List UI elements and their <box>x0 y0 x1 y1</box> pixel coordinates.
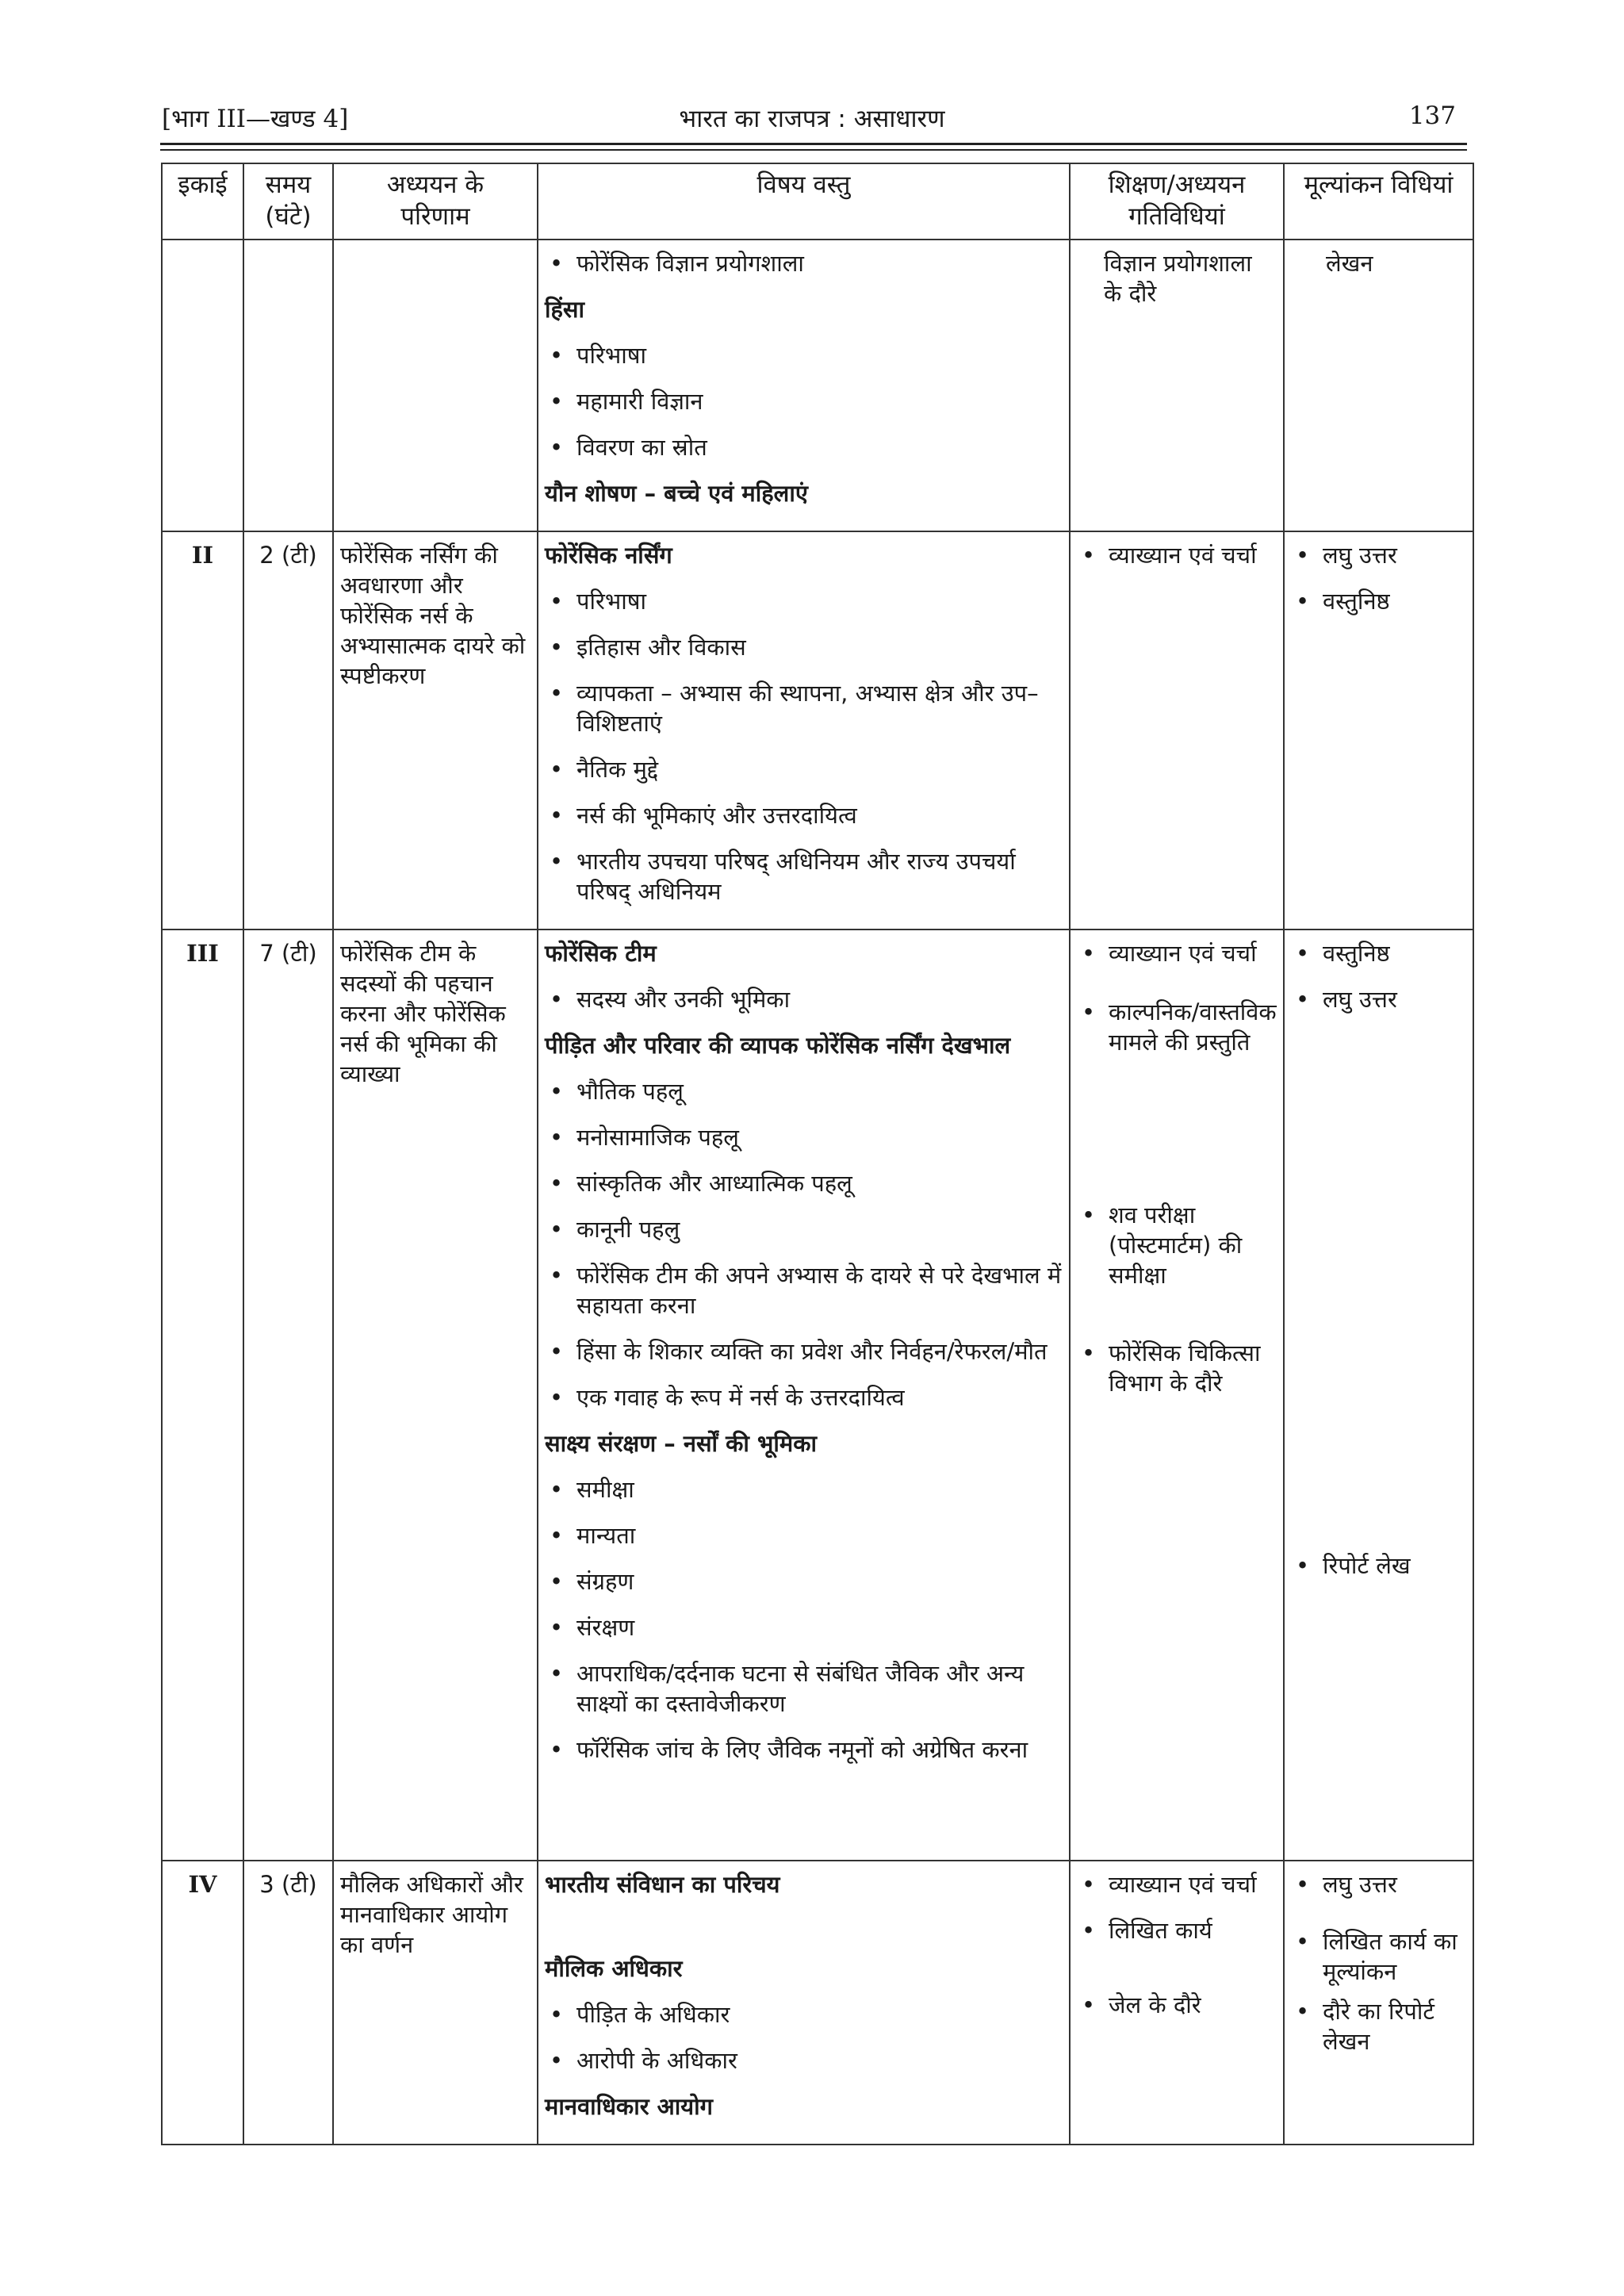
time-cell <box>243 240 333 531</box>
list-item: • मनोसामाजिक पहलू <box>545 1122 1063 1152</box>
activities-cell <box>1070 531 1284 930</box>
activity-item: • व्याख्यान एवं चर्चा <box>1077 1869 1277 1899</box>
col-header-content: विषय वस्तु <box>538 163 1070 240</box>
unit-cell: III <box>162 930 243 1861</box>
outcome-cell: मौलिक अधिकारों और मानवाधिकार आयोग का वर्णन <box>333 1861 538 2145</box>
content-heading: हिंसा <box>545 296 585 323</box>
page-header <box>0 102 1624 141</box>
activities-cell <box>1070 240 1284 531</box>
time-cell: 7 (टी) <box>243 930 333 1861</box>
content-cell <box>538 531 1070 930</box>
content-heading: पीड़ित और परिवार की व्यापक फोरेंसिक नर्सिंग देखभाल <box>545 1032 1011 1059</box>
content-heading: साक्ष्य संरक्षण – नर्सों की भूमिका <box>545 1430 818 1457</box>
table-row <box>162 240 1473 531</box>
list-item: • भारतीय उपचया परिषद् अधिनियम और राज्य उपचर्या परिषद् अधिनियम <box>545 846 1063 907</box>
col-header-unit: इकाई <box>162 163 243 240</box>
evaluation-cell <box>1284 531 1473 930</box>
col-header-activities: शिक्षण/अध्ययन गतिविधियां <box>1070 163 1284 240</box>
time-cell: 2 (टी) <box>243 531 333 930</box>
col-header-time: समय (घंटे) <box>243 163 333 240</box>
list-item: • एक गवाह के रूप में नर्स के उत्तरदायित्व <box>545 1382 1063 1412</box>
evaluation-cell <box>1284 1861 1473 2145</box>
list-item: • परिभाषा <box>545 586 1063 616</box>
evaluation-item: • लिखित कार्य का मूल्यांकन <box>1291 1926 1466 1987</box>
list-item: • व्यापकता – अभ्यास की स्थापना, अभ्यास क्षेत्र और उप–विशिष्टताएं <box>545 678 1063 738</box>
col-header-outcome: अध्ययन के परिणाम <box>333 163 538 240</box>
part-section-label: [भाग III—खण्ड 4] <box>162 105 349 133</box>
table-row <box>162 1861 1473 2145</box>
header-rule-thin <box>160 149 1467 151</box>
activity-item: • व्याख्यान एवं चर्चा <box>1077 540 1277 570</box>
list-item: • सदस्य और उनकी भूमिका <box>545 984 1063 1014</box>
list-item: • सांस्कृतिक और आध्यात्मिक पहलू <box>545 1168 1063 1198</box>
content-cell <box>538 930 1070 1861</box>
activity-item: • काल्पनिक/वास्तविक मामले की प्रस्तुति <box>1077 997 1277 1057</box>
syllabus-table <box>161 163 1474 2145</box>
activity-item: • शव परीक्षा (पोस्टमार्टम) की समीक्षा <box>1077 1200 1277 1290</box>
unit-cell <box>162 240 243 531</box>
evaluation-text: लेखन <box>1326 250 1373 277</box>
evaluation-item: • लघु उत्तर <box>1291 1869 1466 1899</box>
outcome-cell: फोरेंसिक टीम के सदस्यों की पहचान करना और फोरेंसिक नर्स की भूमिका की व्याख्या <box>333 930 538 1861</box>
activities-cell <box>1070 1861 1284 2145</box>
list-item: • हिंसा के शिकार व्यक्ति का प्रवेश और निर्वहन/रेफरल/मौत <box>545 1336 1063 1366</box>
activity-item: • लिखित कार्य <box>1077 1915 1277 1945</box>
list-item: • आरोपी के अधिकार <box>545 2045 1063 2076</box>
unit-cell: IV <box>162 1861 243 2145</box>
list-item: • विवरण का स्रोत <box>545 432 1063 462</box>
activities-cell <box>1070 930 1284 1861</box>
list-item: • फोरेंसिक टीम की अपने अभ्यास के दायरे से परे देखभाल में सहायता करना <box>545 1260 1063 1320</box>
outcome-cell: फोरेंसिक नर्सिंग की अवधारणा और फोरेंसिक नर्स के अभ्यासात्मक दायरे को स्पष्टीकरण <box>333 531 538 930</box>
content-heading: भारतीय संविधान का परिचय <box>545 1871 780 1898</box>
evaluation-item: • दौरे का रिपोर्ट लेखन <box>1291 1996 1466 2056</box>
list-item: • पीड़ित के अधिकार <box>545 1999 1063 2030</box>
evaluation-item: • वस्तुनिष्ठ <box>1291 938 1466 968</box>
evaluation-cell <box>1284 240 1473 531</box>
activity-text: विज्ञान प्रयोगशाला के दौरे <box>1104 250 1252 307</box>
time-cell: 3 (टी) <box>243 1861 333 2145</box>
content-heading: फोरेंसिक टीम <box>545 940 657 967</box>
activity-item: • व्याख्यान एवं चर्चा <box>1077 938 1277 968</box>
evaluation-item: • वस्तुनिष्ठ <box>1291 586 1466 616</box>
content-cell <box>538 1861 1070 2145</box>
outcome-cell <box>333 240 538 531</box>
activity-item: • फोरेंसिक चिकित्सा विभाग के दौरे <box>1077 1338 1277 1398</box>
list-item: • फोरेंसिक विज्ञान प्रयोगशाला <box>545 248 1063 278</box>
list-item: • इतिहास और विकास <box>545 632 1063 662</box>
table-header-row <box>162 163 1473 240</box>
activity-item: • जेल के दौरे <box>1077 1990 1277 2020</box>
page-number: 137 <box>1408 102 1456 130</box>
list-item: • आपराधिक/दर्दनाक घटना से संबंधित जैविक और अन्य साक्ष्यों का दस्तावेजीकरण <box>545 1658 1063 1719</box>
content-heading: यौन शोषण – बच्चे एवं महिलाएं <box>545 480 808 507</box>
list-item: • कानूनी पहलु <box>545 1214 1063 1244</box>
evaluation-item: • रिपोर्ट लेख <box>1291 1550 1466 1581</box>
header-rule <box>160 143 1467 145</box>
content-cell <box>538 240 1070 531</box>
evaluation-cell <box>1284 930 1473 1861</box>
content-heading: मानवाधिकार आयोग <box>545 2093 713 2120</box>
list-item: • भौतिक पहलू <box>545 1076 1063 1106</box>
list-item: • नैतिक मुद्दे <box>545 754 1063 784</box>
list-item: • नर्स की भूमिकाएं और उत्तरदायित्व <box>545 800 1063 830</box>
table-row <box>162 930 1473 1861</box>
content-heading: मौलिक अधिकार <box>545 1955 683 1982</box>
list-item: • परिभाषा <box>545 340 1063 370</box>
list-item: • फॉरेंसिक जांच के लिए जैविक नमूनों को अग्रेषित करना <box>545 1734 1063 1765</box>
list-item: • संरक्षण <box>545 1612 1063 1642</box>
content-heading: फोरेंसिक नर्सिंग <box>545 542 672 569</box>
evaluation-item: • लघु उत्तर <box>1291 984 1466 1014</box>
table-row <box>162 531 1473 930</box>
evaluation-item: • लघु उत्तर <box>1291 540 1466 570</box>
list-item: • मान्यता <box>545 1520 1063 1550</box>
list-item: • संग्रहण <box>545 1566 1063 1596</box>
list-item: • समीक्षा <box>545 1474 1063 1504</box>
list-item: • महामारी विज्ञान <box>545 386 1063 416</box>
col-header-evaluation: मूल्यांकन विधियां <box>1284 163 1473 240</box>
unit-cell: II <box>162 531 243 930</box>
gazette-title: भारत का राजपत्र : असाधारण <box>679 105 945 133</box>
